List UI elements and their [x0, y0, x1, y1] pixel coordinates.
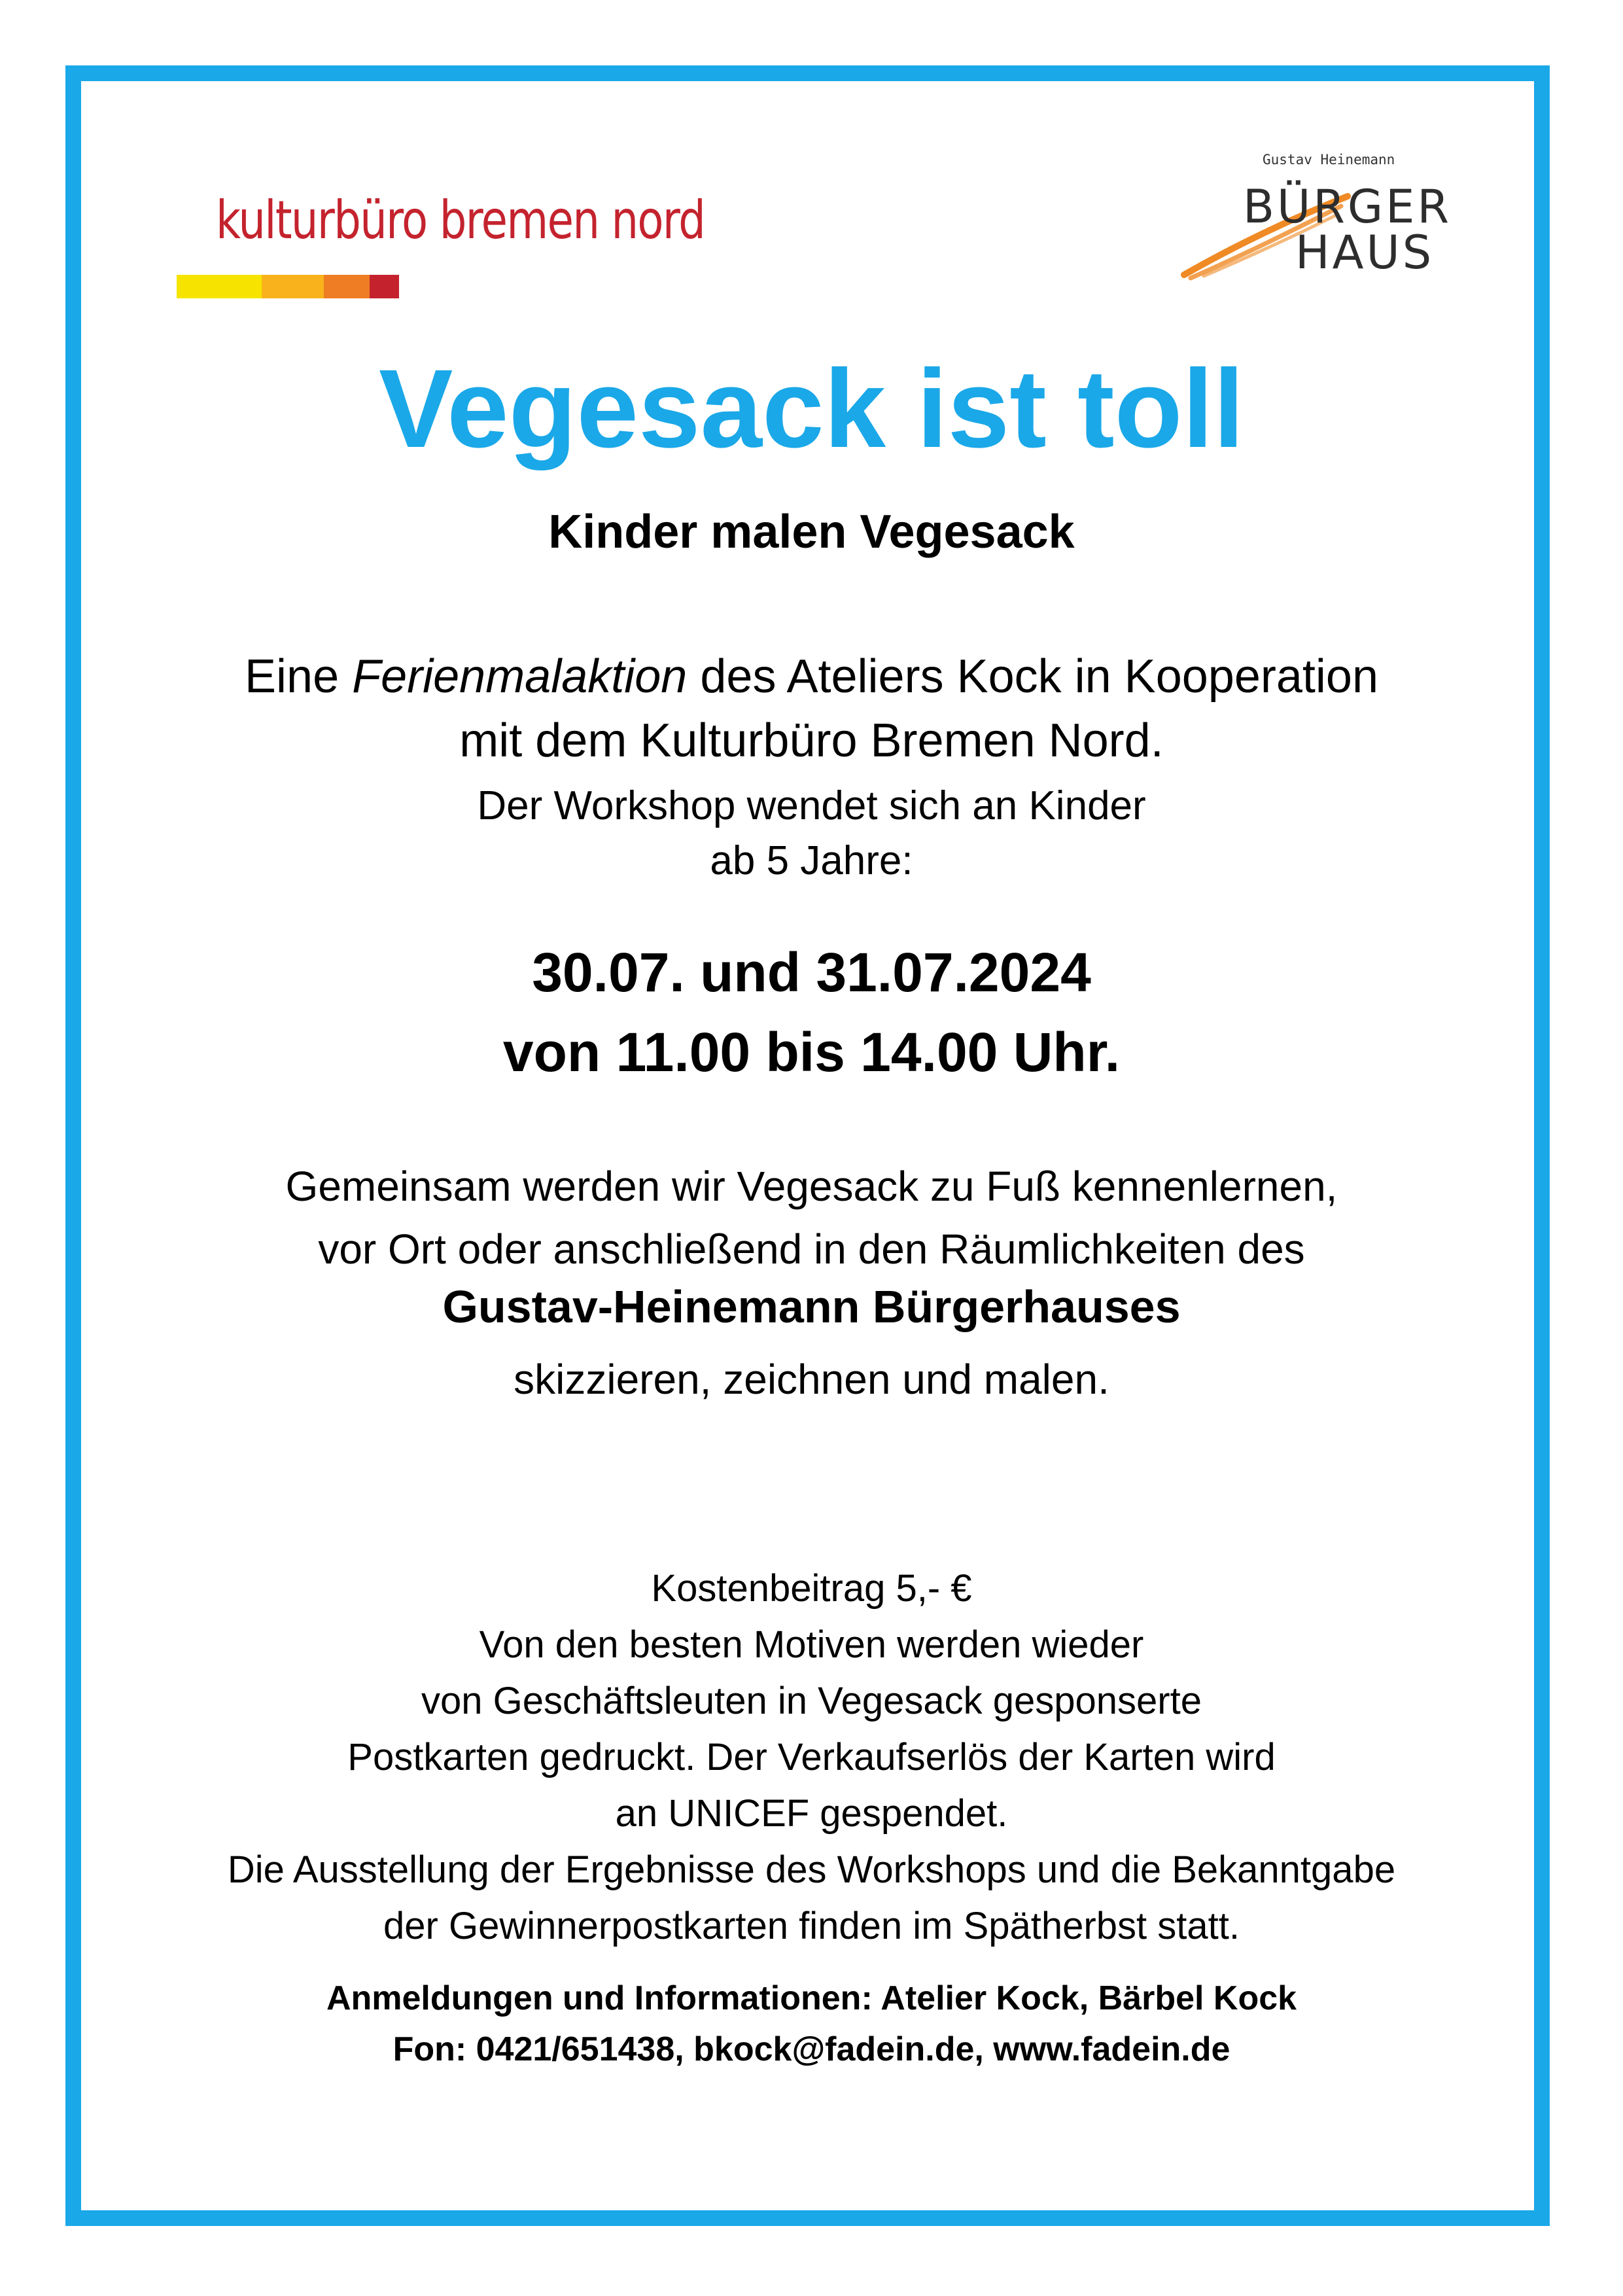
page-subtitle: Kinder malen Vegesack: [548, 506, 1075, 558]
intro-emphasis: Ferienmalaktion: [352, 650, 688, 703]
buergerhaus-line1: BÜRGER: [1243, 180, 1452, 234]
color-bar-orange-light: [262, 275, 324, 298]
event-dates: [79, 932, 1544, 1092]
description-paragraph: [79, 1155, 1544, 1280]
buergerhaus-subtitle: Gustav Heinemann: [1263, 152, 1395, 168]
contact-line-1: Anmeldungen und Informationen: Atelier Kock, Bärbel Kock: [326, 1979, 1297, 2017]
details-line: von Geschäftsleuten in Vegesack gesponserte: [421, 1680, 1202, 1722]
details-line: Von den besten Motiven werden wieder: [479, 1623, 1144, 1666]
dates-line: 30.07. und 31.07.2024: [532, 942, 1091, 1003]
description-line-2: vor Ort oder anschließend in den Räumlichkeiten des: [318, 1226, 1305, 1273]
details-line: der Gewinnerpostkarten finden im Spätherbst statt.: [383, 1905, 1240, 1947]
venue-name: Gustav-Heinemann Bürgerhauses: [442, 1281, 1181, 1332]
description-line-1: Gemeinsam werden wir Vegesack zu Fuß kennenlernen,: [285, 1163, 1338, 1210]
intro-text-post: des Ateliers Kock in Kooperation: [687, 650, 1378, 703]
kulturbuero-color-bars: [177, 275, 399, 298]
time-line: von 11.00 bis 14.00 Uhr.: [502, 1021, 1121, 1083]
details-line: Die Ausstellung der Ergebnisse des Workshops und die Bekanntgabe: [227, 1848, 1396, 1891]
contact-line-2: Fon: 0421/651438, bkock@fadein.de, www.fadein.de: [393, 2030, 1230, 2068]
intro-line-2: mit dem Kulturbüro Bremen Nord.: [459, 715, 1164, 767]
kulturbuero-wordmark: kulturbüro bremen nord: [216, 190, 705, 251]
details-paragraph: [79, 1561, 1544, 1954]
page-title: Vegesack ist toll: [379, 347, 1244, 471]
kulturbuero-logo: [177, 190, 705, 308]
details-line: Kostenbeitrag 5,- €: [651, 1567, 972, 1610]
intro-paragraph: [79, 645, 1544, 773]
audience-line-2: ab 5 Jahre:: [710, 838, 913, 883]
intro-text-pre: Eine: [245, 650, 353, 703]
buergerhaus-line2: HAUS: [1295, 226, 1435, 279]
description-line-3: skizzieren, zeichnen und malen.: [514, 1356, 1109, 1403]
contact-info: [79, 1973, 1544, 2075]
audience-line-1: Der Workshop wendet sich an Kinder: [477, 783, 1146, 828]
intro-line-1: [79, 645, 1544, 709]
color-bar-yellow: [177, 275, 262, 298]
color-bar-red: [370, 275, 399, 298]
buergerhaus-logo: [1178, 144, 1452, 288]
details-line: Postkarten gedruckt. Der Verkaufserlös der Karten wird: [347, 1736, 1276, 1778]
color-bar-orange: [324, 275, 370, 298]
audience-paragraph: [79, 779, 1544, 889]
details-line: an UNICEF gespendet.: [615, 1792, 1008, 1835]
